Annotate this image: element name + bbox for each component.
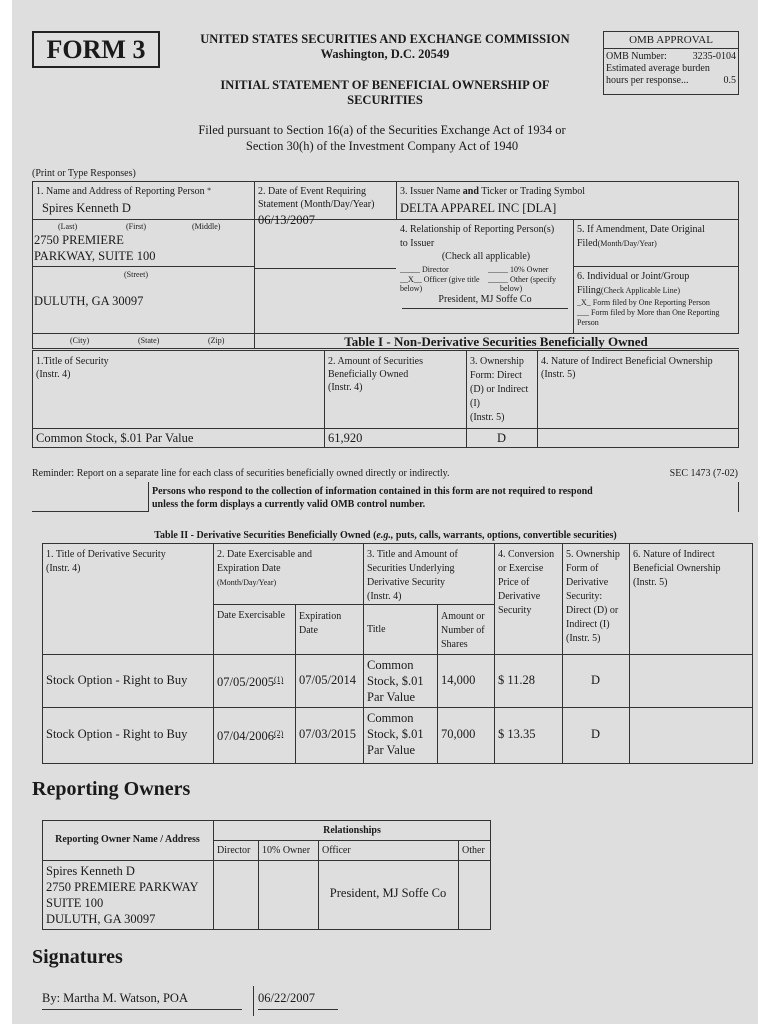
omb-number-row (606, 51, 736, 63)
signatures-heading: Signatures (32, 946, 123, 968)
form-title: FORM 3 (46, 35, 146, 64)
director-header: Director (217, 845, 251, 856)
sub-expiration-date: Expiration Date (299, 611, 342, 636)
table2-row1-expiration: 07/05/2014 (299, 673, 356, 687)
table2-row1-shares: 14,000 (441, 673, 476, 687)
form-title-box (32, 31, 160, 68)
filed-pursuant-2: Section 30(h) of the Investment Company Act of 1940 (245, 139, 519, 153)
reporting-person-name: Spires Kenneth D (42, 201, 131, 215)
burden-line-2: hours per response... (606, 75, 689, 86)
persons-notice-2: unless the form displays a currently valid OMB control number. (152, 499, 426, 510)
first-label: (First) (126, 222, 146, 231)
table2-title: Table II - Derivative Securities Beneficially Owned (e.g., puts, calls, warrants, options, convertible securities) (154, 530, 617, 541)
table2-col3-header: 3. Title and Amount of Securities Underlying Derivative Security (Instr. 4) (367, 549, 458, 602)
city-state-zip: DULUTH, GA 30097 (34, 294, 144, 308)
statement-title-2: SECURITIES (347, 93, 423, 107)
other-option-2: below) (500, 284, 523, 293)
check-all-note: (Check all applicable) (441, 251, 531, 262)
sub-amount-shares: Amount or Number of Shares (441, 611, 485, 650)
reporting-owners-heading: Reporting Owners (32, 778, 191, 800)
reminder-text: Reminder: Report on a separate line for each class of securities beneficially owned directly or indirectly. (32, 468, 450, 479)
table2-row2-expiration: 07/03/2015 (299, 727, 356, 741)
officer-title: President, MJ Soffe Co (438, 294, 532, 305)
other-option: _____ Other (specify (488, 275, 556, 284)
filing-option-2: ___ Form filed by More than One Reporting (577, 308, 720, 317)
table2-row2-form: D (590, 727, 601, 741)
table1-row-form: D (496, 431, 507, 445)
officer-header: Officer (322, 845, 351, 856)
box3-label: 3. Issuer Name and Ticker or Trading Symbol (400, 186, 586, 197)
director-option: _____ Director (400, 265, 449, 274)
table2-col2-header: 2. Date Exercisable and Expiration Date (Month/Day/Year) (217, 549, 312, 587)
table1-col2-header: 2. Amount of Securities Beneficially Owned (Instr. 4) (328, 356, 423, 393)
box4-label-2: to Issuer (400, 238, 435, 249)
agency-city: Washington, D.C. 20549 (320, 47, 450, 61)
agency-name: UNITED STATES SECURITIES AND EXCHANGE COMMISSION (200, 32, 570, 46)
owner-officer-title: President, MJ Soffe Co (329, 886, 447, 900)
filing-option-2b: Person (577, 318, 599, 327)
statement-title: INITIAL STATEMENT OF BENEFICIAL OWNERSHIP OF (220, 78, 550, 92)
box5-label-2: Filed(Month/Day/Year) (577, 238, 657, 249)
table2-row2-shares: 70,000 (441, 727, 476, 741)
box4-label-1: 4. Relationship of Reporting Person(s) (400, 224, 555, 235)
sec-number: SEC 1473 (7-02) (669, 468, 738, 479)
table2-row2-price: $ 13.35 (498, 727, 536, 741)
officer-option-2: below) (400, 284, 423, 293)
box2-label-1: 2. Date of Event Requiring (258, 186, 367, 197)
burden-line-1: Estimated average burden (606, 63, 710, 74)
ten-pct-header: 10% Owner (262, 845, 311, 856)
street-line-1: 2750 PREMIERE (34, 233, 124, 247)
owner-name-address: Spires Kenneth D 2750 PREMIERE PARKWAY SUITE 100 DULUTH, GA 30097 (46, 864, 199, 926)
signature-date: 06/22/2007 (258, 991, 315, 1005)
box1-star: * (207, 186, 212, 195)
table2-row1-price: $ 11.28 (498, 673, 536, 687)
table2-col6-header: 6. Nature of Indirect Beneficial Ownership (Instr. 5) (633, 549, 721, 588)
sub-title: Title (367, 624, 386, 635)
filing-option-1: _X_ Form filed by One Reporting Person (577, 298, 710, 307)
footnote-2[interactable]: (2) (273, 729, 284, 738)
relationships-header: Relationships (323, 825, 381, 836)
table1-title: Table I - Non-Derivative Securities Beneficially Owned (344, 334, 648, 349)
print-note: (Print or Type Responses) (32, 168, 136, 179)
last-label: (Last) (58, 222, 78, 231)
persons-notice-1: Persons who respond to the collection of information contained in this form are not required to respond (152, 486, 593, 497)
table2-col1-header: 1. Title of Derivative Security (Instr. 4) (46, 549, 166, 574)
table2-col4-header: 4. Conversion or Exercise Price of Derivative Security (498, 549, 555, 616)
filed-pursuant-1: Filed pursuant to Section 16(a) of the Securities Exchange Act of 1934 or (198, 123, 566, 137)
footnote-1[interactable]: (1) (273, 675, 284, 684)
form-page (12, 0, 758, 1024)
middle-label: (Middle) (192, 222, 221, 231)
owner-name-header: Reporting Owner Name / Address (55, 834, 200, 845)
street-label: (Street) (124, 270, 148, 279)
table1-row-amount: 61,920 (328, 431, 363, 445)
other-header: Other (462, 845, 485, 856)
omb-number-label: OMB Number: (606, 51, 667, 62)
table1-col4-header: 4. Nature of Indirect Beneficial Ownership (Instr. 5) (541, 356, 713, 380)
box1-label: 1. Name and Address of Reporting Person * (36, 186, 212, 197)
table2-row2-exercisable: 07/04/2006$^{(2)}$ (217, 729, 284, 743)
table2-row1-form: D (590, 673, 601, 687)
box2-label-2: Statement (Month/Day/Year) (258, 199, 375, 210)
table2-row2-underlying: Common Stock, $.01 Par Value (367, 711, 424, 757)
box5-label-1: 5. If Amendment, Date Original (577, 224, 705, 235)
omb-number: 3235-0104 (692, 51, 736, 62)
box6-label-1: 6. Individual or Joint/Group (577, 271, 690, 282)
ten-pct-option: _____ 10% Owner (488, 265, 549, 274)
table2-row1-title: Stock Option - Right to Buy (46, 673, 188, 687)
burden-row (606, 75, 736, 87)
table2-row1-exercisable: 07/05/2005$^{(1)}$ (217, 675, 284, 689)
issuer-name: DELTA APPAREL INC [DLA] (400, 201, 557, 215)
omb-approval-box (603, 31, 739, 95)
zip-label: (Zip) (208, 336, 225, 345)
table1-row-title: Common Stock, $.01 Par Value (36, 431, 194, 445)
top-grid (32, 181, 739, 349)
officer-option: __X__ Officer (give title (400, 275, 480, 284)
table2-row2-title: Stock Option - Right to Buy (46, 727, 188, 741)
signature-by: By: Martha M. Watson, POA (42, 991, 188, 1005)
event-date: 06/13/2007 (258, 213, 315, 227)
table2-row1-underlying: Common Stock, $.01 Par Value (367, 658, 424, 704)
burden-value: 0.5 (723, 75, 736, 86)
state-label: (State) (138, 336, 160, 345)
street-line-2: PARKWAY, SUITE 100 (34, 249, 156, 263)
table1-col3-header: 3. Ownership Form: Direct (D) or Indirect (I) (Instr. 5) (470, 356, 529, 423)
box6-label-2: Filing(Check Applicable Line) (577, 285, 680, 296)
omb-title: OMB APPROVAL (604, 32, 738, 49)
sub-date-exercisable: Date Exercisable (217, 610, 286, 621)
table1-col1-header: 1.Title of Security (Instr. 4) (36, 356, 109, 380)
city-label: (City) (70, 336, 90, 345)
table2-col5-header: 5. Ownership Form of Derivative Security: Direct (D) or Indirect (I) (Instr. 5) (566, 549, 620, 644)
